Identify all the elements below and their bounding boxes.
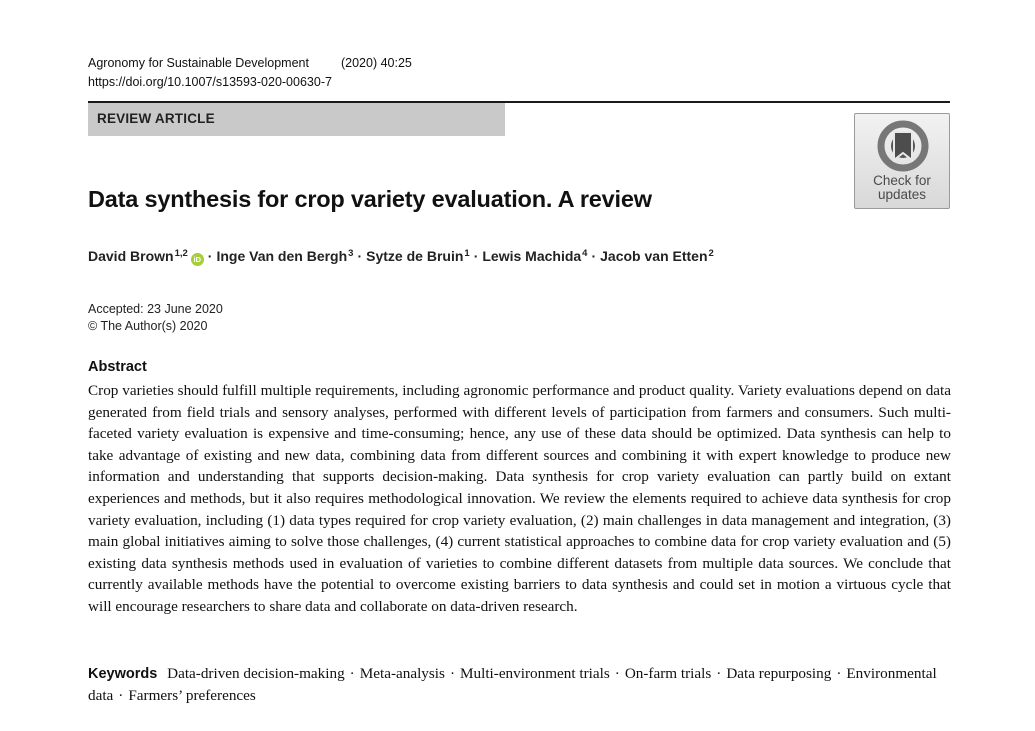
keyword-separator: ·: [836, 665, 842, 682]
orcid-icon[interactable]: iD: [191, 253, 204, 266]
author-name[interactable]: Inge Van den Bergh: [216, 248, 348, 264]
crossmark-icon: [877, 120, 929, 172]
keyword: Meta-analysis: [359, 665, 445, 682]
article-dates: [88, 301, 223, 335]
keyword-separator: ·: [449, 665, 455, 682]
article-title: Data synthesis for crop variety evaluation. A review: [88, 186, 652, 212]
keyword: Data-driven decision-making: [167, 665, 345, 682]
keywords-label: Keywords: [88, 666, 158, 682]
author-affiliation: 1,2: [174, 248, 188, 259]
author-name[interactable]: Lewis Machida: [482, 248, 582, 264]
check-for-updates-badge[interactable]: [854, 113, 950, 209]
journal-name: Agronomy for Sustainable Development: [88, 56, 309, 70]
check-for-updates-line2: updates: [877, 187, 927, 202]
author-separator: ·: [207, 248, 213, 264]
author-affiliation: 4: [582, 248, 588, 259]
keyword: Multi-environment trials: [460, 665, 610, 682]
keyword: On-farm trials: [624, 665, 712, 682]
journal-line: [88, 54, 412, 73]
check-for-updates-line1: Check for: [873, 173, 931, 188]
doi-link[interactable]: https://doi.org/10.1007/s13593-020-00630-7: [88, 75, 332, 89]
author-separator: ·: [473, 248, 479, 264]
author-list: [88, 248, 714, 266]
author-affiliation: 3: [348, 248, 354, 259]
author-affiliation: 2: [708, 248, 714, 259]
article-type-label: REVIEW ARTICLE: [97, 111, 215, 126]
abstract-heading: Abstract: [88, 359, 147, 375]
keywords-section: [88, 663, 951, 707]
author-name[interactable]: Sytze de Bruin: [366, 248, 464, 264]
journal-citation: (2020) 40:25: [340, 56, 412, 70]
article-type-banner: [88, 103, 505, 136]
keyword-separator: ·: [349, 665, 355, 682]
author-separator: ·: [357, 248, 363, 264]
keyword-separator: ·: [118, 687, 124, 704]
author-name[interactable]: David Brown: [88, 248, 174, 264]
accepted-date: Accepted: 23 June 2020: [88, 302, 223, 316]
keyword: Environmental data: [88, 665, 937, 704]
keyword-separator: ·: [614, 665, 620, 682]
journal-header: [88, 54, 412, 92]
author-affiliation: 1: [464, 248, 470, 259]
keyword: Data repurposing: [726, 665, 832, 682]
copyright-notice: © The Author(s) 2020: [88, 319, 208, 333]
abstract-text: Crop varieties should fulfill multiple requirements, including agronomic performance and product quality. Variety evaluations depend on data generated from field trials and sensory analyses, performed with different levels of participation from farmers and consumers. Such multi-faceted variety evaluation is expensive and time-consuming; hence, any use of these data should be optimized. Data synthesis can help to take advantage of existing and new data, combining data from different sources and combining it with expert knowledge to produce new information and understanding that supports decision-making. Data synthesis for crop variety evaluation can partly build on extant experiences and methods, but it also requires methodological innovation. We review the elements required to achieve data synthesis for crop variety evaluation, including (1) data types required for crop variety evaluation, (2) main challenges in data management and integration, (3) main global initiatives aiming to solve those challenges, (4) current statistical approaches to combine data for crop variety evaluation and (5) existing data synthesis methods used in evaluation of varieties to combine different datasets from multiple data sources. We conclude that currently available methods have the potential to overcome existing barriers to data synthesis and could set in motion a virtuous cycle that will encourage researchers to share data and collaborate on data-driven research.: [88, 382, 951, 615]
author-name[interactable]: Jacob van Etten: [600, 248, 708, 264]
author-separator: ·: [591, 248, 597, 264]
keyword: Farmers’ preferences: [128, 687, 256, 704]
keyword-separator: ·: [716, 665, 722, 682]
